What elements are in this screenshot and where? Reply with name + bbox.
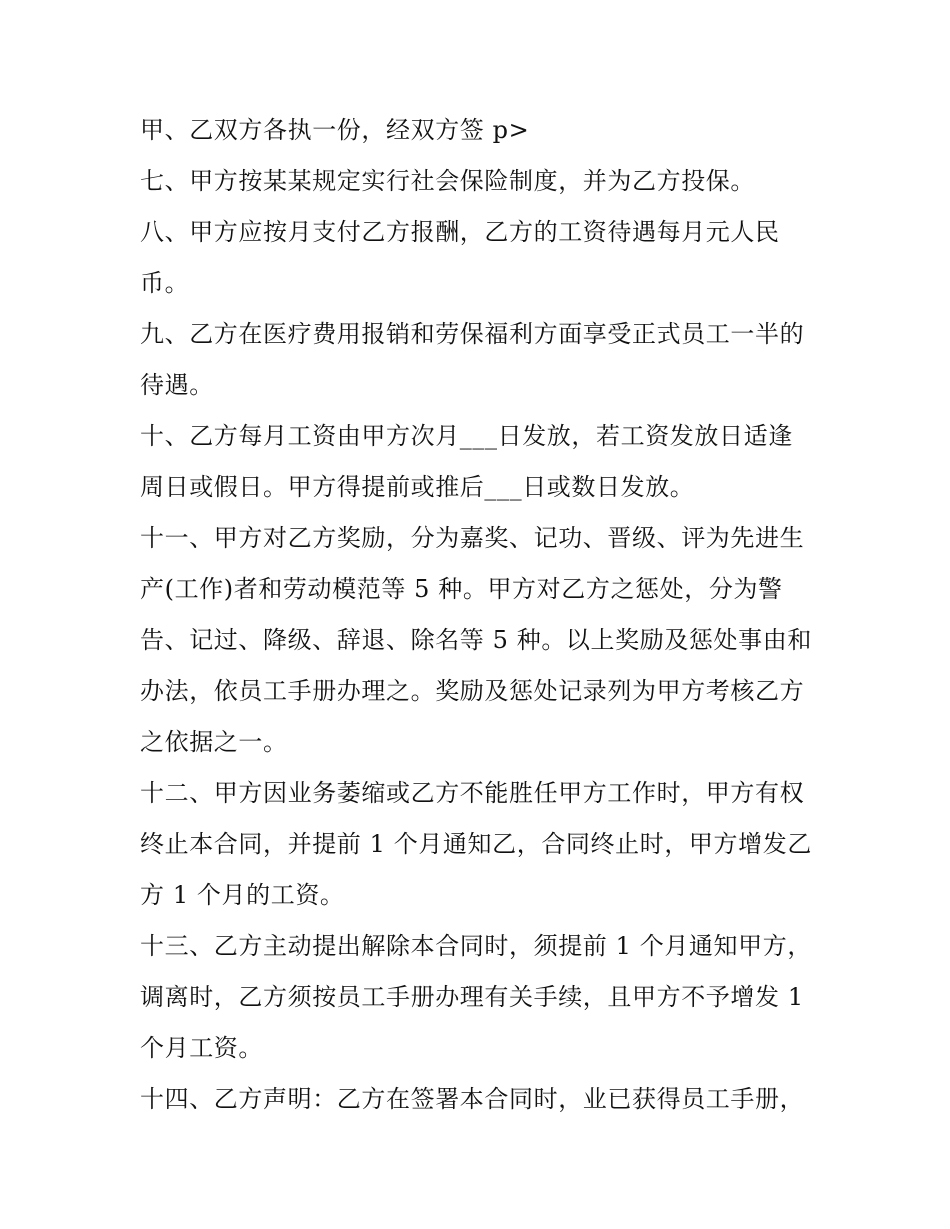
text-line: 调离时，乙方须按员工手册办理有关手续，且甲方不予增发 1: [140, 983, 804, 1011]
text-line: 十四、乙方声明：乙方在签署本合同时，业已获得员工手册，: [140, 1085, 805, 1113]
text-line: 之依据之一。: [140, 728, 288, 756]
text-line: 八、甲方应按月支付乙方报酬，乙方的工资待遇每月元人民: [140, 218, 780, 246]
text-line: 十、乙方每月工资由甲方次月___日发放，若工资发放日适逢: [140, 422, 793, 450]
text-line: 办法，依员工手册办理之。奖励及惩处记录列为甲方考核乙方: [140, 677, 805, 705]
document-body: [140, 105, 830, 1125]
text-line: 甲、乙双方各执一份，经双方签 p>: [140, 116, 530, 144]
text-line: 十二、甲方因业务萎缩或乙方不能胜任甲方工作时，甲方有权: [140, 779, 805, 807]
text-line: 产(工作)者和劳动模范等 5 种。甲方对乙方之惩处，分为警: [140, 575, 783, 603]
text-line: 方 1 个月的工资。: [140, 881, 345, 909]
text-line: 币。: [140, 269, 190, 297]
text-line: 九、乙方在医疗费用报销和劳保福利方面享受正式员工一半的: [140, 320, 805, 348]
text-line: 待遇。: [140, 371, 214, 399]
text-line: 告、记过、降级、辞退、除名等 5 种。以上奖励及惩处事由和: [140, 626, 812, 654]
text-line: 个月工资。: [140, 1034, 263, 1062]
text-line: 终止本合同，并提前 1 个月通知乙，合同终止时，甲方增发乙: [140, 830, 812, 858]
text-line: 周日或假日。甲方得提前或推后___日或数日发放。: [140, 473, 695, 501]
text-line: 十三、乙方主动提出解除本合同时，须提前 1 个月通知甲方，: [140, 932, 812, 960]
text-line: 七、甲方按某某规定实行社会保险制度，并为乙方投保。: [140, 167, 755, 195]
text-line: 十一、甲方对乙方奖励，分为嘉奖、记功、晋级、评为先进生: [140, 524, 805, 552]
